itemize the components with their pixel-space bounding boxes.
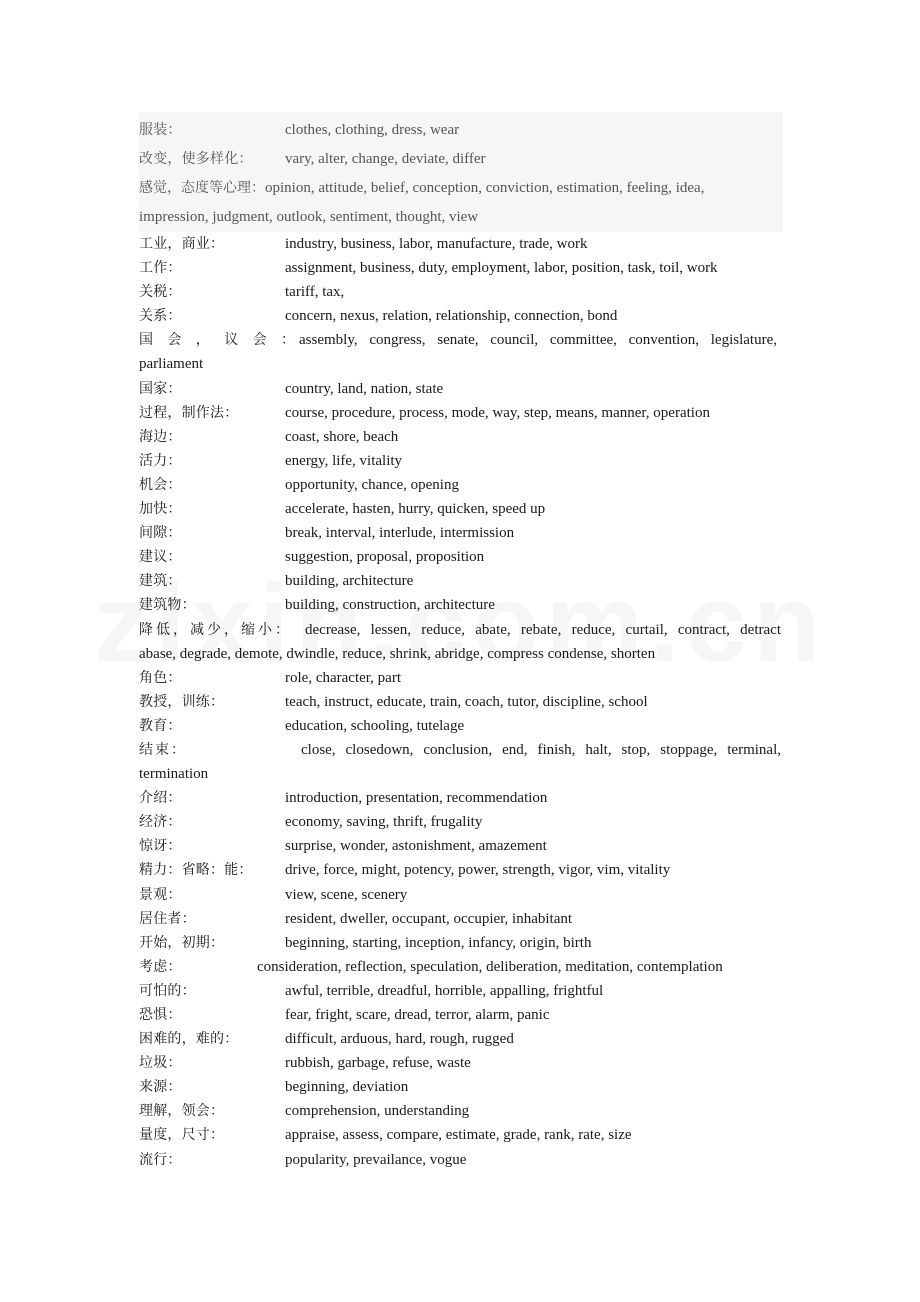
entry-zh: 建筑：	[139, 573, 182, 590]
entry-row	[139, 232, 783, 256]
entry-row	[139, 690, 783, 714]
entry-en: comprehension, understanding	[285, 1103, 470, 1120]
entry-row	[139, 521, 783, 545]
entry-zh: 国会，议会：	[139, 332, 299, 349]
entry-zh: 景观：	[139, 886, 182, 903]
entry-en: coast, shore, beach	[285, 428, 399, 445]
entry-zh: 开始，初期：	[139, 934, 225, 951]
entry-en: accelerate, hasten, hurry, quicken, speed up	[285, 501, 546, 518]
entry-row	[139, 145, 783, 174]
entry-row	[139, 112, 783, 145]
entry-zh: 降低，减少，缩小：	[139, 621, 292, 638]
entry-en: drive, force, might, potency, power, strength, vigor, vim, vitality	[285, 862, 671, 879]
entry-en: opinion, attitude, belief, conception, conviction, estimation, feeling, idea,	[265, 180, 705, 196]
entry-en: country, land, nation, state	[285, 380, 444, 397]
entry-en: economy, saving, thrift, frugality	[285, 814, 483, 831]
entry-zh: 考虑：	[139, 958, 182, 975]
entry-en: popularity, prevailance, vogue	[285, 1151, 467, 1168]
entry-zh: 经济：	[139, 814, 182, 831]
entry-row	[139, 931, 783, 955]
entry-zh: 恐惧：	[139, 1007, 182, 1023]
entry-en: role, character, part	[285, 669, 401, 686]
entry-zh: 海边：	[139, 428, 182, 445]
entry-en: fear, fright, scare, dread, terror, alarm, panic	[285, 1007, 550, 1023]
entry-en: awful, terrible, dreadful, horrible, appalling, frightful	[285, 982, 604, 999]
entry-row	[139, 280, 783, 304]
entry-row	[139, 714, 783, 738]
entry-zh: 建议：	[139, 549, 182, 566]
entry-psychology	[139, 174, 783, 232]
entry-en: rubbish, garbage, refuse, waste	[285, 1055, 471, 1072]
entry-zh: 国家：	[139, 380, 182, 397]
entry-end	[139, 738, 783, 786]
entry-zh: 教育：	[139, 717, 182, 734]
entry-en: concern, nexus, relation, relationship, connection, bond	[285, 308, 618, 325]
entry-en: close, closedown, conclusion, end, finish, halt, stop, stoppage, terminal,	[301, 741, 781, 758]
entry-zh: 精力：省略：能：	[139, 862, 253, 879]
entry-row	[139, 786, 783, 810]
entry-zh: 间隙：	[139, 525, 182, 542]
entry-row	[139, 569, 783, 593]
shaded-block	[139, 112, 783, 232]
entry-zh: 来源：	[139, 1079, 182, 1096]
entry-en: opportunity, chance, opening	[285, 476, 459, 493]
entry-row	[139, 1148, 783, 1172]
entry-zh: 建筑物：	[139, 597, 196, 614]
entry-zh: 服装：	[139, 122, 182, 138]
entry-consider	[139, 955, 783, 979]
entry-parliament	[139, 328, 783, 376]
entry-row	[139, 810, 783, 834]
entry-reduce	[139, 618, 783, 666]
entry-en: industry, business, labor, manufacture, trade, work	[285, 236, 588, 252]
entry-zh: 机会：	[139, 476, 182, 493]
entry-row	[139, 497, 783, 521]
entry-zh: 工作：	[139, 260, 182, 277]
entry-zh: 改变，使多样化：	[139, 151, 253, 167]
entry-zh: 惊讶：	[139, 838, 182, 855]
entry-en: difficult, arduous, hard, rough, rugged	[285, 1031, 514, 1048]
entry-row	[139, 593, 783, 617]
entry-en: course, procedure, process, mode, way, step, means, manner, operation	[285, 404, 710, 421]
entry-en: resident, dweller, occupant, occupier, inhabitant	[285, 910, 573, 927]
entry-en-continued: impression, judgment, outlook, sentiment, thought, view	[139, 209, 479, 225]
entry-row	[139, 401, 783, 425]
entry-en: appraise, assess, compare, estimate, grade, rank, rate, size	[285, 1127, 632, 1144]
entry-zh: 困难的，难的：	[139, 1031, 239, 1048]
entry-row	[139, 979, 783, 1003]
entry-row	[139, 883, 783, 907]
vocabulary-list	[139, 112, 783, 1172]
entry-zh: 垃圾：	[139, 1055, 182, 1072]
entry-en: clothes, clothing, dress, wear	[285, 122, 460, 138]
entry-row	[139, 425, 783, 449]
entry-en: break, interval, interlude, intermission	[285, 525, 515, 542]
entry-row	[139, 473, 783, 497]
entry-en: teach, instruct, educate, train, coach, tutor, discipline, school	[285, 693, 648, 710]
entry-zh: 活力：	[139, 452, 182, 469]
entry-en: assembly, congress, senate, council, committee, convention, legislature,	[299, 332, 777, 349]
entry-zh: 感觉，态度等心理：	[139, 180, 265, 196]
entry-en-continued: parliament	[139, 356, 204, 373]
entry-zh: 理解，领会：	[139, 1103, 225, 1120]
entry-zh: 加快：	[139, 501, 182, 518]
entry-row	[139, 256, 783, 280]
entry-zh: 角色：	[139, 669, 182, 686]
entry-row	[139, 1003, 783, 1027]
entry-zh: 关税：	[139, 284, 182, 301]
entry-en: building, construction, architecture	[285, 597, 495, 614]
entry-zh: 流行：	[139, 1151, 182, 1168]
entry-en: suggestion, proposal, proposition	[285, 549, 485, 566]
entry-en: assignment, business, duty, employment, labor, position, task, toil, work	[285, 260, 718, 277]
entry-en-continued: termination	[139, 766, 209, 783]
entry-zh: 工业，商业：	[139, 236, 225, 252]
entry-zh: 可怕的：	[139, 982, 196, 999]
entry-zh: 量度，尺寸：	[139, 1127, 225, 1144]
entry-en: beginning, starting, inception, infancy, origin, birth	[285, 934, 592, 951]
entry-en: beginning, deviation	[285, 1079, 409, 1096]
entry-row	[139, 545, 783, 569]
entry-row	[139, 907, 783, 931]
entry-zh: 关系：	[139, 308, 182, 325]
entry-en: energy, life, vitality	[285, 452, 403, 469]
entry-row	[139, 1099, 783, 1123]
entry-row	[139, 377, 783, 401]
entry-zh: 过程，制作法：	[139, 404, 239, 421]
entry-row	[139, 1051, 783, 1075]
entry-zh: 教授，训练：	[139, 693, 225, 710]
entry-row	[139, 1027, 783, 1051]
entry-row	[139, 1123, 783, 1147]
entry-row	[139, 858, 783, 882]
entry-en-continued: abase, degrade, demote, dwindle, reduce, shrink, abridge, compress condense, shorten	[139, 645, 656, 662]
entry-row	[139, 666, 783, 690]
entry-zh: 居住者：	[139, 910, 196, 927]
entry-en: building, architecture	[285, 573, 414, 590]
entry-en: tariff, tax,	[285, 284, 345, 301]
entry-en: view, scene, scenery	[285, 886, 408, 903]
entry-row	[139, 1075, 783, 1099]
entry-en: consideration, reflection, speculation, deliberation, meditation, contemplation	[257, 958, 723, 975]
entry-en: introduction, presentation, recommendation	[285, 790, 548, 807]
entry-en: vary, alter, change, deviate, differ	[285, 151, 486, 167]
entry-zh: 结束：	[139, 741, 187, 758]
entry-row	[139, 304, 783, 328]
entry-en: surprise, wonder, astonishment, amazement	[285, 838, 547, 855]
entry-row	[139, 834, 783, 858]
entry-row	[139, 449, 783, 473]
entry-en: decrease, lessen, reduce, abate, rebate, reduce, curtail, contract, detract	[305, 621, 781, 638]
entry-en: education, schooling, tutelage	[285, 717, 465, 734]
entry-zh: 介绍：	[139, 790, 182, 807]
